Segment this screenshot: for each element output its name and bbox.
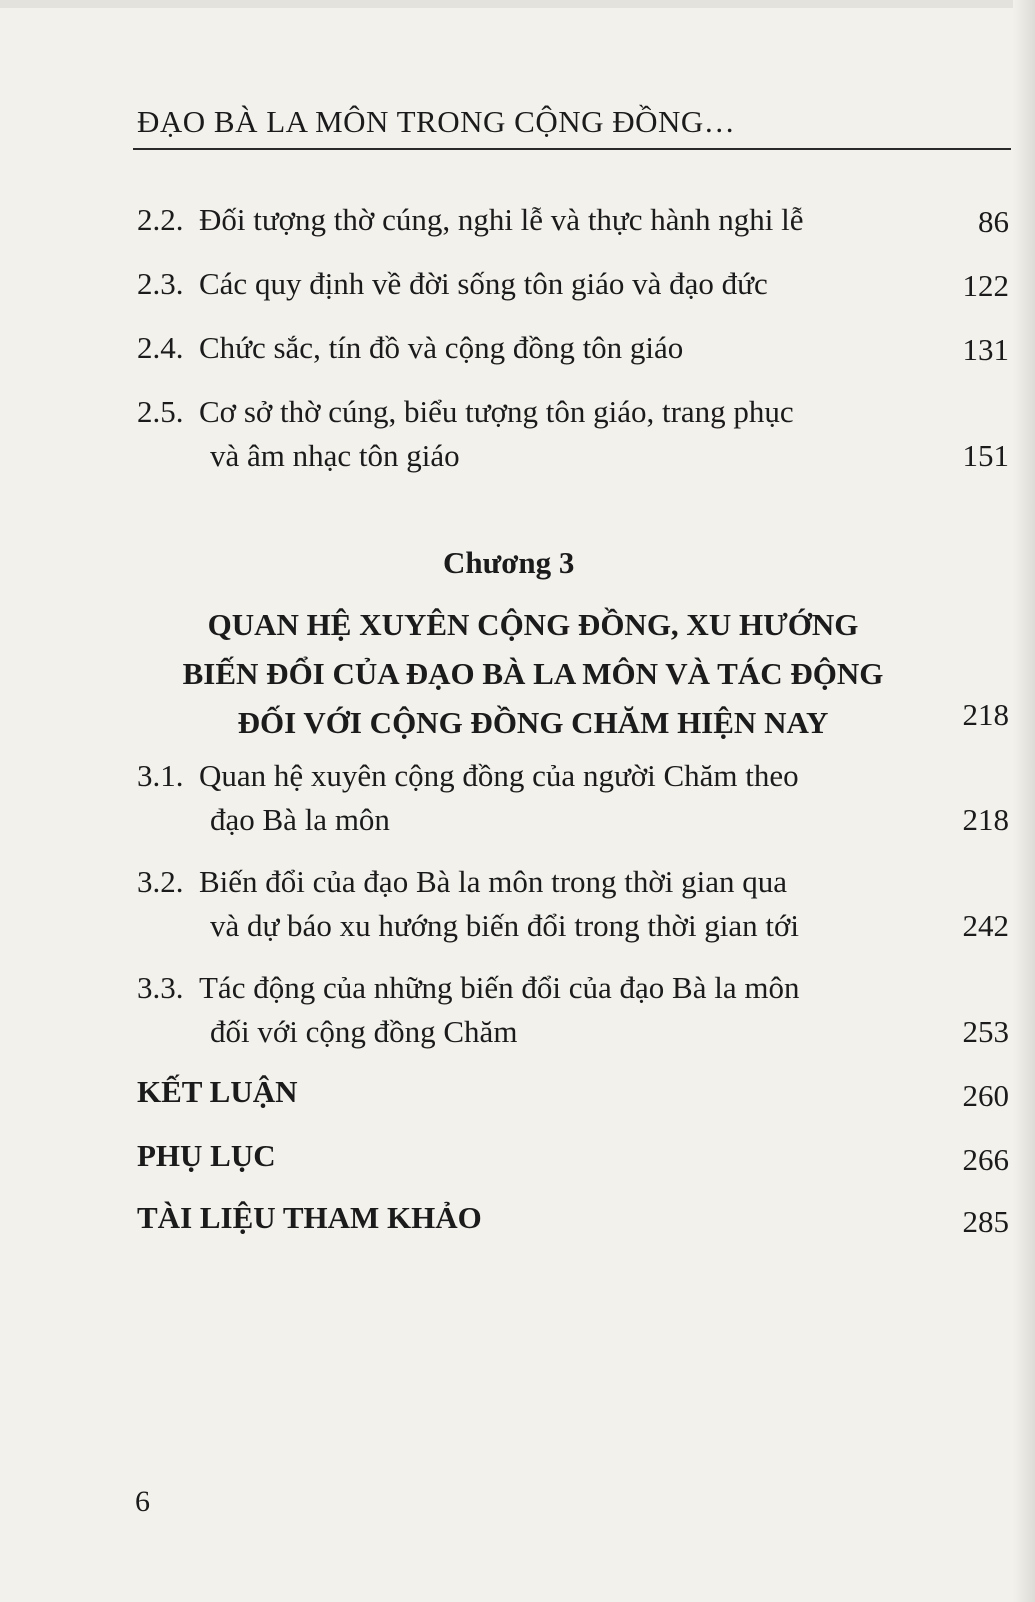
toc-entry-number: 2.3. [137,266,184,301]
toc-entry-page: 242 [962,908,1009,943]
toc-entry-number: 3.3. [137,970,184,1005]
toc-entry-page: 151 [962,438,1009,473]
toc-entry-page: 266 [962,1142,1009,1177]
chapter-title-line: ĐỐI VỚI CỘNG ĐỒNG CHĂM HIỆN NAY [237,705,829,740]
header-rule [133,148,1011,150]
page-number: 6 [135,1485,150,1518]
toc-entry-2-2 [137,198,1011,242]
toc-entry-page: 260 [962,1078,1009,1113]
toc-entry-2-3 [137,262,1011,306]
toc-entry-title: Các quy định về đời sống tôn giáo và đạo đức [199,266,768,301]
toc-entry-3-3 [137,966,1011,1054]
toc-entry-page: 131 [962,332,1009,367]
toc-entry-2-4 [137,326,1011,370]
toc-entry-title-cont: và dự báo xu hướng biến đổi trong thời gian tới [210,908,800,943]
toc-entry-title-cont: và âm nhạc tôn giáo [210,438,460,473]
page-right-edge [1013,0,1035,1602]
toc-entry-number: 3.2. [137,864,184,899]
toc-entry-page: 253 [962,1014,1009,1049]
toc-entry-page: 86 [978,204,1009,239]
toc-entry-title: Tác động của những biến đổi của đạo Bà la môn [199,970,800,1005]
chapter-title [133,600,933,747]
toc-entry-3-2 [137,860,1011,948]
toc-entry-title: Quan hệ xuyên cộng đồng của người Chăm theo [199,758,799,793]
chapter-title-line: BIẾN ĐỔI CỦA ĐẠO BÀ LA MÔN VÀ TÁC ĐỘNG [182,656,884,691]
toc-entry-number: 3.1. [137,758,184,793]
chapter-label: Chương 3 [443,545,575,580]
toc-entry-number: 2.5. [137,394,184,429]
toc-entry-number: 2.2. [137,202,184,237]
toc-entry-page: 122 [962,268,1009,303]
toc-entry-number: 2.4. [137,330,184,365]
running-head: ĐẠO BÀ LA MÔN TRONG CỘNG ĐỒNG… [137,104,736,139]
toc-entry-3-1 [137,754,1011,842]
toc-entry-page: 218 [962,802,1009,837]
toc-entry-title-cont: đối với cộng đồng Chăm [210,1014,518,1049]
toc-entry-title: Chức sắc, tín đồ và cộng đồng tôn giáo [199,330,684,365]
toc-entry-page: 285 [962,1204,1009,1239]
chapter-title-line: QUAN HỆ XUYÊN CỘNG ĐỒNG, XU HƯỚNG [207,607,859,642]
chapter-page: 218 [962,697,1009,732]
toc-ket-luan: KẾT LUẬN [137,1074,298,1109]
toc-entry-title: Cơ sở thờ cúng, biểu tượng tôn giáo, trang phục [199,394,794,429]
toc-entry-title: Đối tượng thờ cúng, nghi lễ và thực hành nghi lễ [199,202,804,237]
toc-entry-title-cont: đạo Bà la môn [210,802,390,837]
page-top-edge [0,0,1035,8]
toc-phu-luc: PHỤ LỤC [137,1138,276,1173]
toc-tai-lieu-tham-khao: TÀI LIỆU THAM KHẢO [137,1200,482,1235]
toc-entry-title: Biến đổi của đạo Bà la môn trong thời gian qua [199,864,788,899]
toc-entry-2-5 [137,390,1011,478]
